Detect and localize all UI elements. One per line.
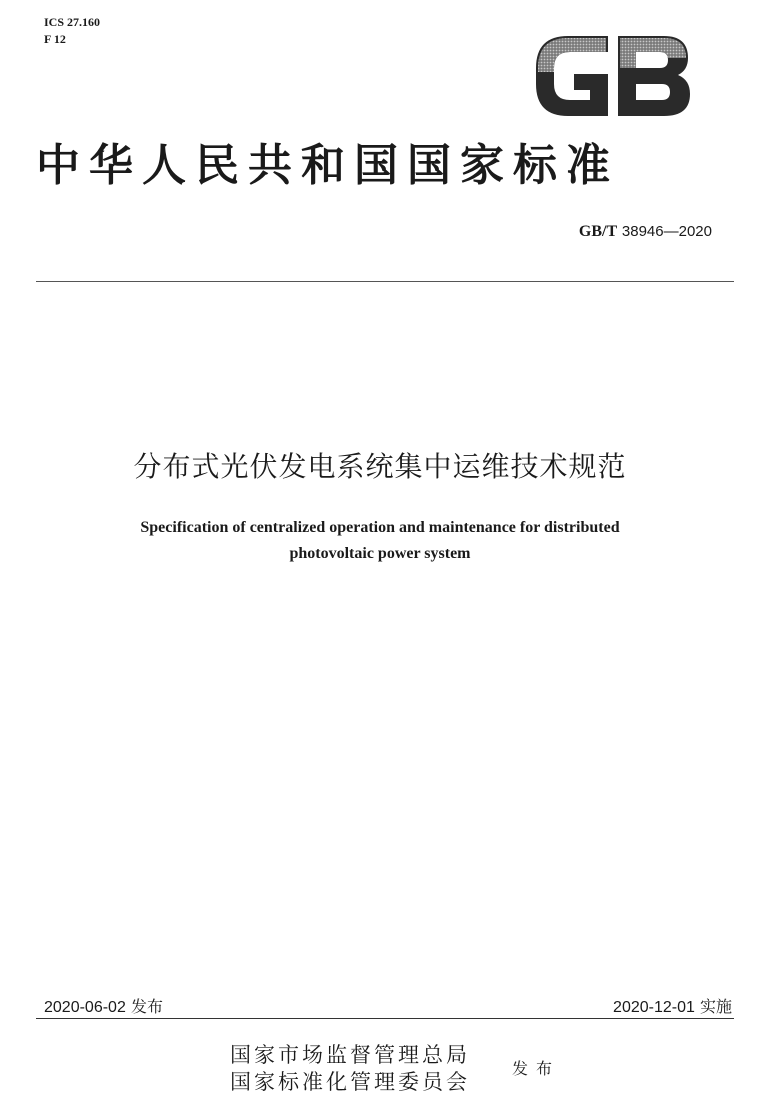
publishers-block — [230, 1042, 470, 1096]
implement-date: 2020-12-01 — [613, 999, 695, 1016]
national-standard-title: 中华人民共和国国家标准 — [36, 140, 619, 191]
english-title-line1: Specification of centralized operation and maintenance for distributed — [140, 519, 620, 536]
english-title — [0, 515, 760, 567]
english-title-line2: photovoltaic power system — [289, 545, 471, 562]
issue-label: 发布 — [130, 997, 163, 1016]
issue-date-block — [44, 994, 163, 1017]
publisher-line2: 国家标准化管理委员会 — [230, 1070, 470, 1094]
footer-divider — [36, 1018, 734, 1019]
chinese-title: 分布式光伏发电系统集中运维技术规范 — [133, 450, 627, 483]
header-divider — [36, 281, 734, 282]
gb-logo-icon — [528, 28, 696, 124]
ics-code: ICS 27.160 — [44, 15, 101, 29]
standard-number-prefix: GB/T — [578, 223, 618, 240]
standard-number — [579, 222, 712, 241]
implement-date-block — [613, 994, 732, 1017]
standard-number-value: 38946—2020 — [621, 223, 712, 240]
implement-label: 实施 — [699, 997, 732, 1016]
issue-date: 2020-06-02 — [44, 999, 126, 1016]
publisher-line1: 国家市场监督管理总局 — [230, 1043, 470, 1067]
publish-word: 发布 — [512, 1059, 561, 1078]
classification-codes — [44, 14, 100, 48]
ccs-code: F 12 — [44, 32, 66, 46]
